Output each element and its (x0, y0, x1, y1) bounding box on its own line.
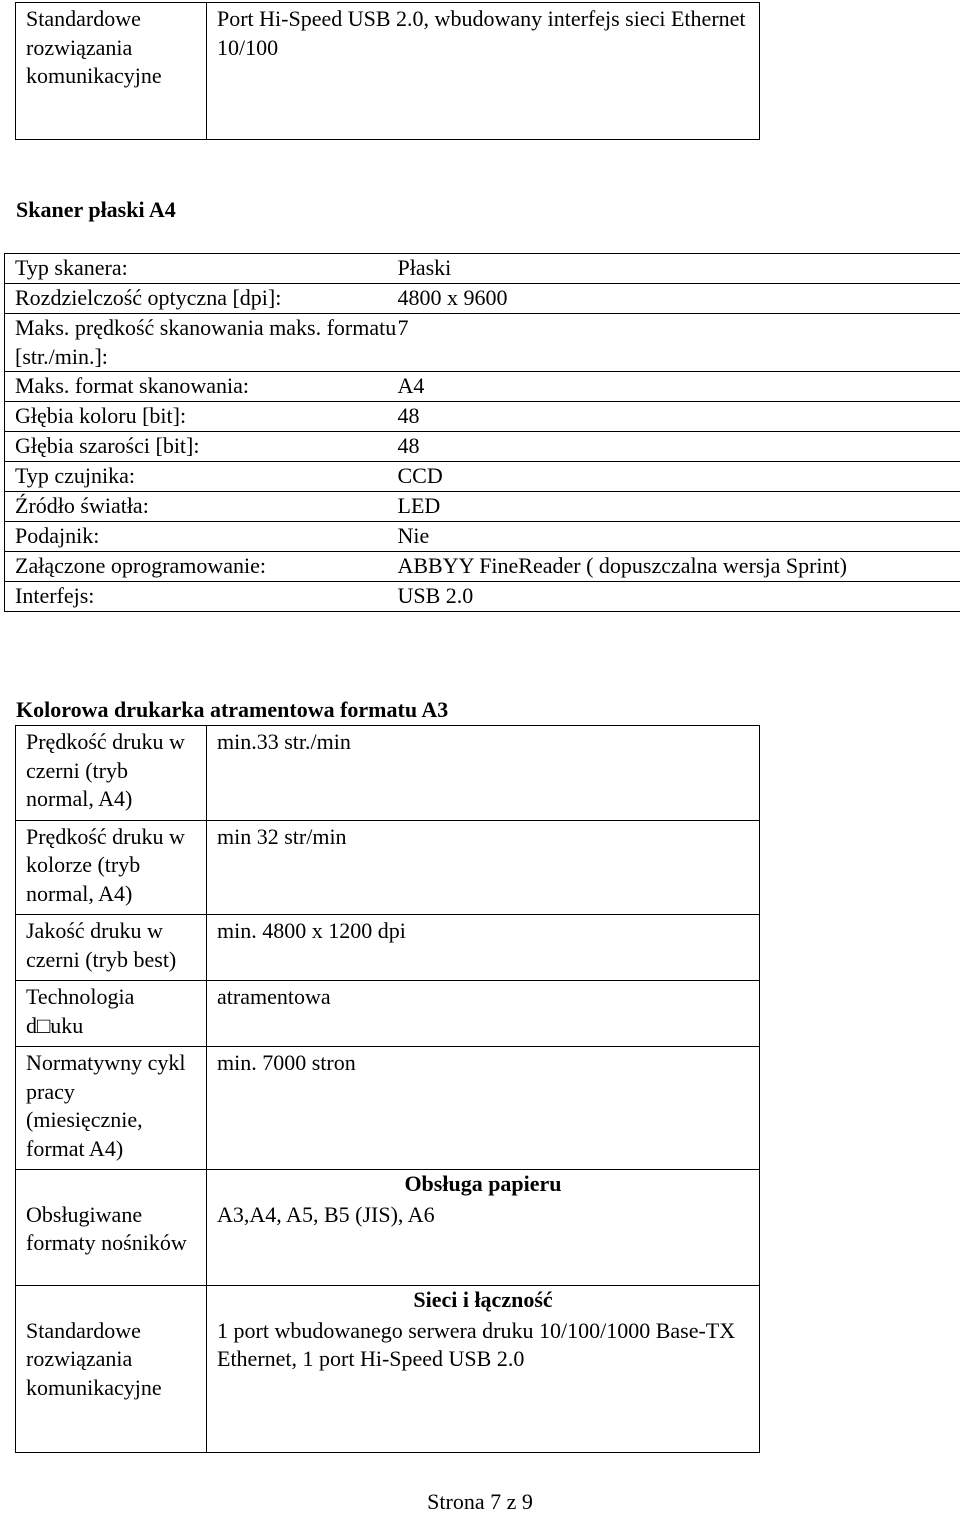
row-value: 1 port wbudowanego serwera druku 10/100/1000 Base-TX Ethernet, 1 port Hi-Speed USB 2.0 (207, 1315, 760, 1453)
row-label: Maks. prędkość skanowania maks. formatu [str./min.]: (5, 314, 398, 372)
table-row (16, 1199, 760, 1286)
table-row (5, 432, 960, 462)
row-value: 7 (398, 314, 960, 372)
row-label: Źródło światła: (5, 492, 398, 522)
row-value: min. 4800 x 1200 dpi (207, 915, 760, 981)
row-value: 48 (398, 402, 960, 432)
table-row (16, 726, 760, 821)
table-row (16, 981, 760, 1047)
table-row (5, 522, 960, 552)
table-row (16, 820, 760, 915)
table-row (5, 492, 960, 522)
scanner-heading: Skaner płaski A4 (16, 196, 176, 225)
row-value: atramentowa (207, 981, 760, 1047)
row-value: min 32 str/min (207, 820, 760, 915)
table-row (5, 462, 960, 492)
section-title-network: Sieci i łączność (207, 1286, 760, 1315)
table-row (5, 314, 960, 372)
row-label: Maks. format skanowania: (5, 372, 398, 402)
row-label: Typ skanera: (5, 254, 398, 284)
row-label: Głębia koloru [bit]: (5, 402, 398, 432)
row-label: Załączone oprogramowanie: (5, 552, 398, 582)
table-row (16, 1047, 760, 1170)
row-label: Podajnik: (5, 522, 398, 552)
row-value: 4800 x 9600 (398, 284, 960, 314)
row-label: Prędkość druku w czerni (tryb normal, A4) (16, 726, 207, 821)
table-row (5, 254, 960, 284)
section-spacer (16, 1286, 207, 1315)
row-label: Normatywny cykl pracy (miesięcznie, format A4) (16, 1047, 207, 1170)
section-spacer (16, 1170, 207, 1199)
row-value: min. 7000 stron (207, 1047, 760, 1170)
row-value: Płaski (398, 254, 960, 284)
section-row-network (16, 1286, 760, 1315)
table-row (16, 3, 760, 140)
row-value: min.33 str./min (207, 726, 760, 821)
page-number: Strona 7 z 9 (0, 1488, 960, 1517)
printer-spec-table (15, 725, 760, 1453)
printer-heading: Kolorowa drukarka atramentowa formatu A3 (16, 696, 448, 725)
row-label: Technologia d□uku (16, 981, 207, 1047)
row-label: Obsługiwane formaty nośników (16, 1199, 207, 1286)
row-label: Typ czujnika: (5, 462, 398, 492)
section-row-paper (16, 1170, 760, 1199)
row-value: Port Hi-Speed USB 2.0, wbudowany interfejs sieci Ethernet 10/100 (207, 3, 760, 140)
row-label: Jakość druku w czerni (tryb best) (16, 915, 207, 981)
table-row (5, 284, 960, 314)
row-value: USB 2.0 (398, 582, 960, 612)
row-label: Standardowe rozwiązania komunikacyjne (16, 1315, 207, 1453)
row-label: Standardowe rozwiązania komunikacyjne (16, 3, 207, 140)
row-value: 48 (398, 432, 960, 462)
table-row (5, 582, 960, 612)
row-value: LED (398, 492, 960, 522)
row-value: A4 (398, 372, 960, 402)
row-value: ABBYY FineReader ( dopuszczalna wersja Sprint) (398, 552, 960, 582)
table-row (5, 372, 960, 402)
section-title-paper: Obsługa papieru (207, 1170, 760, 1199)
table-row (16, 915, 760, 981)
row-value: Nie (398, 522, 960, 552)
table-row (5, 402, 960, 432)
row-label: Głębia szarości [bit]: (5, 432, 398, 462)
table-row (16, 1315, 760, 1453)
row-value: CCD (398, 462, 960, 492)
scanner-spec-table (4, 253, 960, 612)
row-value: A3,A4, A5, B5 (JIS), A6 (207, 1199, 760, 1286)
comm-table-top (15, 2, 760, 140)
row-label: Prędkość druku w kolorze (tryb normal, A4) (16, 820, 207, 915)
table-row (5, 552, 960, 582)
row-label: Interfejs: (5, 582, 398, 612)
row-label: Rozdzielczość optyczna [dpi]: (5, 284, 398, 314)
